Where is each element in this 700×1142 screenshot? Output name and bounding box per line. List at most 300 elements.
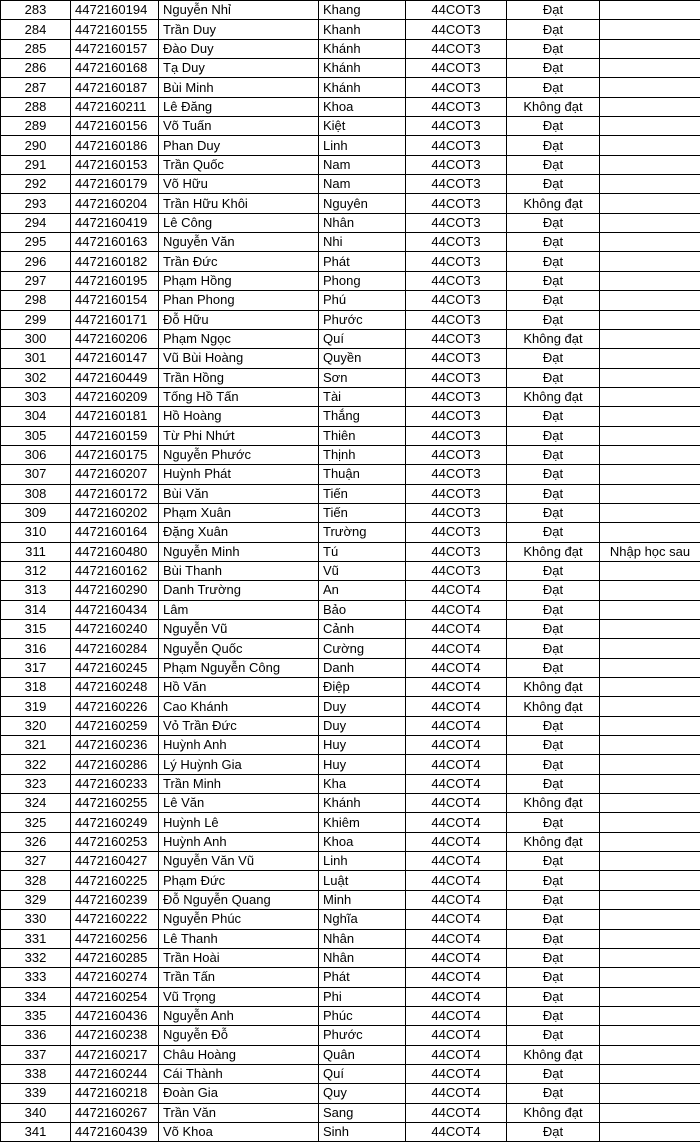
family-and-middle-name: Tạ Duy — [159, 59, 319, 78]
student-id: 4472160427 — [71, 852, 159, 871]
given-name: Kha — [319, 774, 406, 793]
row-number: 339 — [1, 1084, 71, 1103]
note — [600, 987, 700, 1006]
student-id: 4472160204 — [71, 194, 159, 213]
family-and-middle-name: Đỗ Hữu — [159, 310, 319, 329]
note — [600, 329, 700, 348]
class-code: 44COT3 — [406, 39, 507, 58]
student-id: 4472160434 — [71, 600, 159, 619]
row-number: 329 — [1, 890, 71, 909]
student-id: 4472160222 — [71, 910, 159, 929]
note — [600, 426, 700, 445]
given-name: Phước — [319, 1026, 406, 1045]
note — [600, 445, 700, 464]
student-id: 4472160162 — [71, 561, 159, 580]
note — [600, 194, 700, 213]
note — [600, 910, 700, 929]
table-row — [1, 1045, 700, 1064]
student-id: 4472160211 — [71, 97, 159, 116]
student-id: 4472160209 — [71, 387, 159, 406]
note — [600, 1045, 700, 1064]
class-code: 44COT4 — [406, 987, 507, 1006]
student-id: 4472160147 — [71, 349, 159, 368]
row-number: 310 — [1, 523, 71, 542]
note — [600, 97, 700, 116]
family-and-middle-name: Lý Huỳnh Gia — [159, 755, 319, 774]
family-and-middle-name: Nguyễn Vũ — [159, 620, 319, 639]
given-name: Nghĩa — [319, 910, 406, 929]
row-number: 304 — [1, 407, 71, 426]
table-row — [1, 832, 700, 851]
table-row — [1, 310, 700, 329]
note: Nhập học sau — [600, 542, 700, 561]
student-id: 4472160168 — [71, 59, 159, 78]
row-number: 335 — [1, 1006, 71, 1025]
result-status: Không đạt — [507, 542, 600, 561]
note — [600, 213, 700, 232]
student-id: 4472160164 — [71, 523, 159, 542]
row-number: 292 — [1, 175, 71, 194]
row-number: 314 — [1, 600, 71, 619]
family-and-middle-name: Nguyễn Văn — [159, 233, 319, 252]
family-and-middle-name: Nguyễn Nhỉ — [159, 1, 319, 20]
given-name: Cường — [319, 639, 406, 658]
result-status: Không đạt — [507, 97, 600, 116]
given-name: Sơn — [319, 368, 406, 387]
family-and-middle-name: Huỳnh Phát — [159, 465, 319, 484]
table-row — [1, 716, 700, 735]
note — [600, 1103, 700, 1122]
student-id: 4472160253 — [71, 832, 159, 851]
class-code: 44COT4 — [406, 1122, 507, 1141]
student-id: 4472160153 — [71, 155, 159, 174]
result-status: Đạt — [507, 1026, 600, 1045]
table-row — [1, 929, 700, 948]
family-and-middle-name: Vũ Trọng — [159, 987, 319, 1006]
family-and-middle-name: Huỳnh Lê — [159, 813, 319, 832]
result-status: Đạt — [507, 871, 600, 890]
class-code: 44COT4 — [406, 755, 507, 774]
table-row — [1, 561, 700, 580]
given-name: Khoa — [319, 832, 406, 851]
student-id: 4472160163 — [71, 233, 159, 252]
table-row — [1, 871, 700, 890]
family-and-middle-name: Lê Thanh — [159, 929, 319, 948]
family-and-middle-name: Bùi Minh — [159, 78, 319, 97]
given-name: Khánh — [319, 59, 406, 78]
result-status: Đạt — [507, 987, 600, 1006]
note — [600, 484, 700, 503]
given-name: Luật — [319, 871, 406, 890]
row-number: 300 — [1, 329, 71, 348]
table-row — [1, 948, 700, 967]
family-and-middle-name: Trần Tấn — [159, 968, 319, 987]
result-status: Đạt — [507, 503, 600, 522]
class-code: 44COT4 — [406, 1084, 507, 1103]
table-row — [1, 813, 700, 832]
result-status: Đạt — [507, 1006, 600, 1025]
note — [600, 658, 700, 677]
class-code: 44COT3 — [406, 136, 507, 155]
row-number: 291 — [1, 155, 71, 174]
row-number: 337 — [1, 1045, 71, 1064]
family-and-middle-name: Lê Công — [159, 213, 319, 232]
given-name: Nam — [319, 175, 406, 194]
class-code: 44COT4 — [406, 929, 507, 948]
row-number: 295 — [1, 233, 71, 252]
class-code: 44COT3 — [406, 117, 507, 136]
student-id: 4472160240 — [71, 620, 159, 639]
row-number: 319 — [1, 697, 71, 716]
result-status: Đạt — [507, 968, 600, 987]
class-code: 44COT3 — [406, 310, 507, 329]
result-status: Đạt — [507, 175, 600, 194]
result-status: Đạt — [507, 445, 600, 464]
table-row — [1, 387, 700, 406]
student-id: 4472160290 — [71, 581, 159, 600]
class-code: 44COT3 — [406, 97, 507, 116]
table-row — [1, 175, 700, 194]
student-id: 4472160256 — [71, 929, 159, 948]
given-name: Thiên — [319, 426, 406, 445]
family-and-middle-name: Trần Hồng — [159, 368, 319, 387]
result-status: Đạt — [507, 813, 600, 832]
given-name: Sang — [319, 1103, 406, 1122]
note — [600, 1, 700, 20]
student-id: 4472160284 — [71, 639, 159, 658]
note — [600, 271, 700, 290]
given-name: Huy — [319, 755, 406, 774]
family-and-middle-name: Huỳnh Anh — [159, 832, 319, 851]
note — [600, 639, 700, 658]
table-row — [1, 136, 700, 155]
class-code: 44COT4 — [406, 678, 507, 697]
table-row — [1, 213, 700, 232]
note — [600, 620, 700, 639]
table-row — [1, 97, 700, 116]
class-code: 44COT3 — [406, 349, 507, 368]
family-and-middle-name: Bùi Thanh — [159, 561, 319, 580]
row-number: 311 — [1, 542, 71, 561]
class-code: 44COT4 — [406, 968, 507, 987]
row-number: 331 — [1, 929, 71, 948]
class-code: 44COT4 — [406, 832, 507, 851]
note — [600, 465, 700, 484]
note — [600, 1122, 700, 1141]
note — [600, 852, 700, 871]
result-status: Đạt — [507, 755, 600, 774]
note — [600, 233, 700, 252]
class-code: 44COT3 — [406, 503, 507, 522]
given-name: Trường — [319, 523, 406, 542]
table-row — [1, 1064, 700, 1083]
student-id: 4472160218 — [71, 1084, 159, 1103]
given-name: An — [319, 581, 406, 600]
class-code: 44COT4 — [406, 794, 507, 813]
table-row — [1, 407, 700, 426]
row-number: 328 — [1, 871, 71, 890]
student-id: 4472160187 — [71, 78, 159, 97]
result-status: Đạt — [507, 929, 600, 948]
student-id: 4472160195 — [71, 271, 159, 290]
table-row — [1, 484, 700, 503]
result-status: Đạt — [507, 465, 600, 484]
note — [600, 774, 700, 793]
student-id: 4472160267 — [71, 1103, 159, 1122]
family-and-middle-name: Nguyễn Văn Vũ — [159, 852, 319, 871]
given-name: Nhi — [319, 233, 406, 252]
row-number: 288 — [1, 97, 71, 116]
row-number: 301 — [1, 349, 71, 368]
result-status: Đạt — [507, 581, 600, 600]
table-row — [1, 252, 700, 271]
family-and-middle-name: Nguyễn Phúc — [159, 910, 319, 929]
row-number: 308 — [1, 484, 71, 503]
note — [600, 600, 700, 619]
class-code: 44COT4 — [406, 1026, 507, 1045]
result-status: Đạt — [507, 561, 600, 580]
given-name: Thịnh — [319, 445, 406, 464]
family-and-middle-name: Châu Hoàng — [159, 1045, 319, 1064]
note — [600, 59, 700, 78]
result-status: Đạt — [507, 484, 600, 503]
table-row — [1, 620, 700, 639]
table-row — [1, 194, 700, 213]
note — [600, 678, 700, 697]
family-and-middle-name: Lâm — [159, 600, 319, 619]
family-and-middle-name: Nguyễn Quốc — [159, 639, 319, 658]
result-status: Không đạt — [507, 697, 600, 716]
student-id: 4472160154 — [71, 291, 159, 310]
family-and-middle-name: Phạm Đức — [159, 871, 319, 890]
result-status: Đạt — [507, 658, 600, 677]
class-code: 44COT4 — [406, 852, 507, 871]
row-number: 322 — [1, 755, 71, 774]
class-code: 44COT3 — [406, 329, 507, 348]
table-row — [1, 581, 700, 600]
result-status: Đạt — [507, 233, 600, 252]
result-status: Không đạt — [507, 387, 600, 406]
family-and-middle-name: Nguyễn Phước — [159, 445, 319, 464]
result-status: Đạt — [507, 852, 600, 871]
note — [600, 503, 700, 522]
given-name: Phú — [319, 291, 406, 310]
given-name: Phong — [319, 271, 406, 290]
class-code: 44COT4 — [406, 1006, 507, 1025]
class-code: 44COT4 — [406, 716, 507, 735]
student-id: 4472160182 — [71, 252, 159, 271]
student-id: 4472160207 — [71, 465, 159, 484]
class-code: 44COT4 — [406, 1045, 507, 1064]
row-number: 326 — [1, 832, 71, 851]
student-id: 4472160439 — [71, 1122, 159, 1141]
table-row — [1, 774, 700, 793]
result-status: Đạt — [507, 774, 600, 793]
class-code: 44COT3 — [406, 368, 507, 387]
given-name: Cảnh — [319, 620, 406, 639]
class-code: 44COT3 — [406, 213, 507, 232]
table-row — [1, 20, 700, 39]
note — [600, 310, 700, 329]
note — [600, 561, 700, 580]
family-and-middle-name: Cao Khánh — [159, 697, 319, 716]
family-and-middle-name: Vũ Bùi Hoàng — [159, 349, 319, 368]
given-name: Duy — [319, 697, 406, 716]
row-number: 297 — [1, 271, 71, 290]
class-code: 44COT4 — [406, 697, 507, 716]
table-row — [1, 968, 700, 987]
note — [600, 948, 700, 967]
row-number: 289 — [1, 117, 71, 136]
note — [600, 929, 700, 948]
given-name: Phát — [319, 252, 406, 271]
row-number: 334 — [1, 987, 71, 1006]
table-row — [1, 523, 700, 542]
student-id: 4472160157 — [71, 39, 159, 58]
student-id: 4472160419 — [71, 213, 159, 232]
given-name: Sinh — [319, 1122, 406, 1141]
table-row — [1, 1026, 700, 1045]
result-status: Không đạt — [507, 194, 600, 213]
table-row — [1, 852, 700, 871]
row-number: 323 — [1, 774, 71, 793]
family-and-middle-name: Phan Phong — [159, 291, 319, 310]
family-and-middle-name: Trần Văn — [159, 1103, 319, 1122]
given-name: Phi — [319, 987, 406, 1006]
table-row — [1, 59, 700, 78]
family-and-middle-name: Lê Đăng — [159, 97, 319, 116]
family-and-middle-name: Phan Duy — [159, 136, 319, 155]
row-number: 302 — [1, 368, 71, 387]
class-code: 44COT3 — [406, 426, 507, 445]
result-status: Đạt — [507, 368, 600, 387]
given-name: Nam — [319, 155, 406, 174]
student-id: 4472160249 — [71, 813, 159, 832]
note — [600, 368, 700, 387]
result-status: Đạt — [507, 59, 600, 78]
family-and-middle-name: Đặng Xuân — [159, 523, 319, 542]
table-row — [1, 890, 700, 909]
row-number: 286 — [1, 59, 71, 78]
result-status: Đạt — [507, 1, 600, 20]
student-id: 4472160217 — [71, 1045, 159, 1064]
given-name: Huy — [319, 736, 406, 755]
result-status: Không đạt — [507, 832, 600, 851]
result-status: Đạt — [507, 1084, 600, 1103]
note — [600, 78, 700, 97]
student-id: 4472160171 — [71, 310, 159, 329]
family-and-middle-name: Phạm Xuân — [159, 503, 319, 522]
family-and-middle-name: Đoàn Gia — [159, 1084, 319, 1103]
table-body — [1, 1, 700, 1142]
class-code: 44COT4 — [406, 890, 507, 909]
note — [600, 523, 700, 542]
student-id: 4472160449 — [71, 368, 159, 387]
result-status: Đạt — [507, 948, 600, 967]
row-number: 294 — [1, 213, 71, 232]
row-number: 325 — [1, 813, 71, 832]
note — [600, 813, 700, 832]
result-status: Không đạt — [507, 794, 600, 813]
result-status: Đạt — [507, 407, 600, 426]
class-code: 44COT4 — [406, 620, 507, 639]
table-row — [1, 697, 700, 716]
given-name: Khiêm — [319, 813, 406, 832]
class-code: 44COT3 — [406, 387, 507, 406]
given-name: Tú — [319, 542, 406, 561]
class-code: 44COT3 — [406, 291, 507, 310]
given-name: Tiến — [319, 503, 406, 522]
student-id: 4472160286 — [71, 755, 159, 774]
table-row — [1, 329, 700, 348]
given-name: Thuận — [319, 465, 406, 484]
class-code: 44COT3 — [406, 542, 507, 561]
class-code: 44COT3 — [406, 78, 507, 97]
note — [600, 136, 700, 155]
result-status: Đạt — [507, 252, 600, 271]
family-and-middle-name: Nguyễn Minh — [159, 542, 319, 561]
row-number: 338 — [1, 1064, 71, 1083]
note — [600, 117, 700, 136]
note — [600, 407, 700, 426]
family-and-middle-name: Trần Hoài — [159, 948, 319, 967]
result-status: Đạt — [507, 39, 600, 58]
family-and-middle-name: Bùi Văn — [159, 484, 319, 503]
row-number: 284 — [1, 20, 71, 39]
row-number: 309 — [1, 503, 71, 522]
family-and-middle-name: Trần Minh — [159, 774, 319, 793]
student-id: 4472160274 — [71, 968, 159, 987]
family-and-middle-name: Võ Khoa — [159, 1122, 319, 1141]
note — [600, 890, 700, 909]
row-number: 312 — [1, 561, 71, 580]
class-code: 44COT3 — [406, 484, 507, 503]
row-number: 306 — [1, 445, 71, 464]
given-name: Tài — [319, 387, 406, 406]
note — [600, 1006, 700, 1025]
table-row — [1, 233, 700, 252]
class-code: 44COT3 — [406, 20, 507, 39]
row-number: 340 — [1, 1103, 71, 1122]
result-status: Đạt — [507, 155, 600, 174]
class-code: 44COT4 — [406, 871, 507, 890]
student-id: 4472160186 — [71, 136, 159, 155]
student-id: 4472160238 — [71, 1026, 159, 1045]
note — [600, 697, 700, 716]
row-number: 299 — [1, 310, 71, 329]
table-row — [1, 39, 700, 58]
family-and-middle-name: Huỳnh Anh — [159, 736, 319, 755]
result-status: Không đạt — [507, 678, 600, 697]
note — [600, 1084, 700, 1103]
student-id: 4472160436 — [71, 1006, 159, 1025]
class-code: 44COT4 — [406, 774, 507, 793]
family-and-middle-name: Hồ Văn — [159, 678, 319, 697]
note — [600, 968, 700, 987]
row-number: 318 — [1, 678, 71, 697]
note — [600, 794, 700, 813]
row-number: 315 — [1, 620, 71, 639]
table-row — [1, 349, 700, 368]
class-code: 44COT3 — [406, 445, 507, 464]
row-number: 317 — [1, 658, 71, 677]
table-row — [1, 291, 700, 310]
result-status: Đạt — [507, 136, 600, 155]
note — [600, 755, 700, 774]
class-code: 44COT3 — [406, 561, 507, 580]
row-number: 283 — [1, 1, 71, 20]
note — [600, 252, 700, 271]
